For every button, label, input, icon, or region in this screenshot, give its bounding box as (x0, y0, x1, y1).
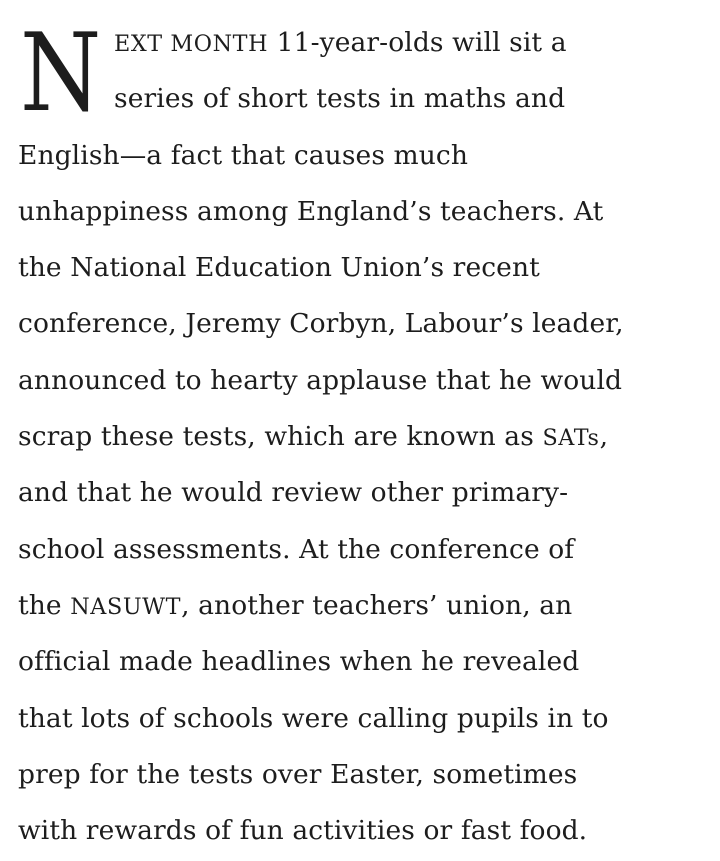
line-text: , another teachers’ union, an (181, 589, 573, 621)
paragraph-line-4: unhappiness among England’s teachers. At (18, 195, 604, 227)
paragraph-line-8 (18, 409, 718, 465)
paragraph-line-11 (18, 578, 718, 634)
line-text: scrap these tests, which are known as (18, 421, 543, 453)
paragraph-line-7: announced to hearty applause that he would (18, 364, 623, 396)
line-text: the (18, 589, 71, 621)
paragraph-line-1 (18, 15, 718, 71)
line-text: 11-year-olds will sit a (268, 27, 567, 58)
article-paragraph (18, 11, 718, 859)
paragraph-line-9: and that he would review other primary- (18, 477, 569, 509)
paragraph-line-12: official made headlines when he revealed (18, 646, 580, 678)
small-caps-text: NASUWT (70, 593, 182, 620)
paragraph-line-3: English—a fact that causes much (18, 139, 469, 171)
paragraph-line-14: prep for the tests over Easter, sometimes (18, 758, 578, 790)
paragraph-line-5: the National Education Union’s recent (18, 252, 540, 284)
small-caps-text: SATs (542, 425, 600, 452)
paragraph-line-6: conference, Jeremy Corbyn, Labour’s leader, (18, 308, 624, 340)
line-text: , (599, 421, 609, 453)
paragraph-line-13: that lots of schools were calling pupils in to (18, 702, 609, 734)
small-caps-text: EXT MONTH (114, 31, 269, 57)
paragraph-line-15: with rewards of fun activities or fast food. (18, 815, 588, 847)
drop-cap: N (20, 11, 102, 136)
paragraph-line-10: school assessments. At the conference of (18, 533, 575, 565)
paragraph-line-2: series of short tests in maths and (114, 83, 566, 115)
